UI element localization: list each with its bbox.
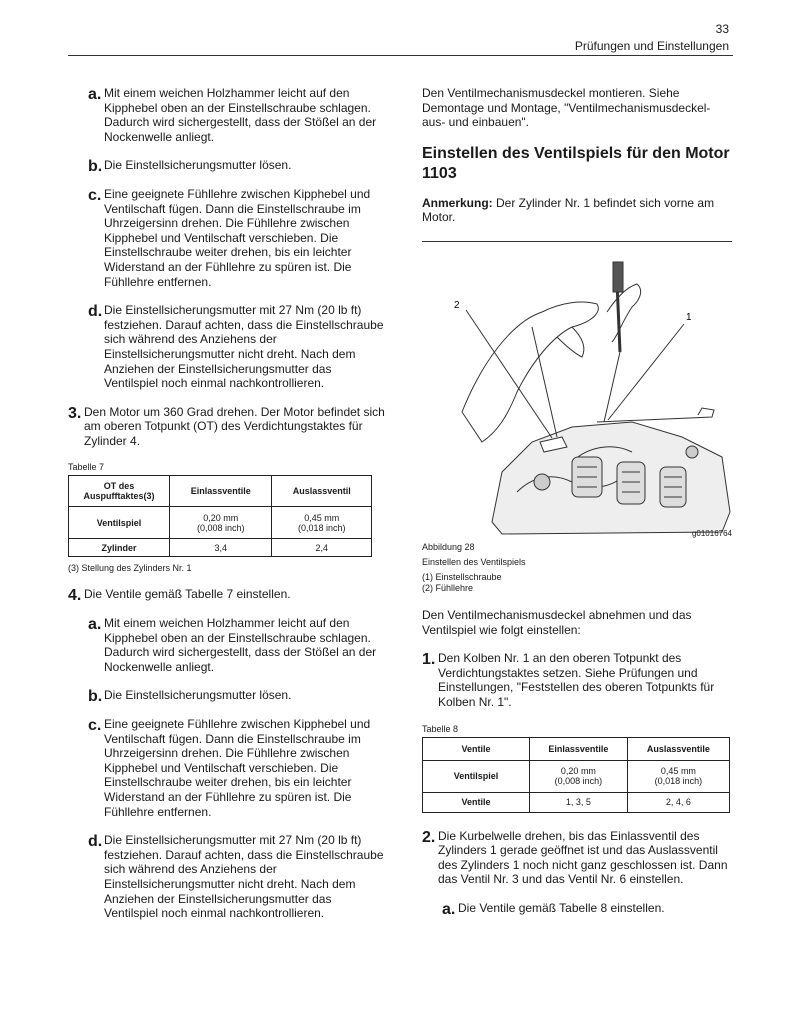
row-label: Ventile — [423, 792, 530, 812]
list-item — [68, 158, 388, 176]
item-label: c. — [88, 186, 102, 204]
table-header: Einlassventile — [530, 737, 628, 760]
table-cell: 3,4 — [170, 539, 272, 557]
table-8-caption: Tabelle 8 — [422, 723, 459, 734]
step-4 — [68, 587, 388, 605]
figure-caption: Einstellen des Ventilspiels — [422, 556, 526, 567]
section-header: Prüfungen und Einstellungen — [574, 39, 729, 53]
cell-value: 0,45 mm — [304, 512, 340, 523]
row-label: Ventilspiel — [69, 507, 170, 539]
item-label: b. — [88, 158, 103, 176]
table-footnote: (3) Stellung des Zylinders Nr. 1 — [68, 563, 192, 574]
step-text: Die Kurbelwelle drehen, bis das Einlassventil des Zylinders 1 gerade geöffnet ist und das Auslassventil des Zylinders 1 noch nicht ganz geschlossen ist. Dann das Ventil Nr. 3 und das Ventil Nr. 6 einstellen. — [438, 828, 728, 887]
table-cell: 2,4 — [272, 539, 372, 557]
item-label: b. — [88, 688, 103, 706]
table-7 — [68, 475, 372, 557]
section-heading: Einstellen des Ventilspiels für den Motor 1103 — [422, 144, 730, 182]
figure-title: Abbildung 28 — [422, 541, 475, 552]
step-text: Den Kolben Nr. 1 an den oberen Totpunkt des Verdichtungstaktes setzen. Siehe Prüfungen und Einstellungen, "Feststellen des oberen Totpunkts für Kolben Nr. 1". — [438, 651, 715, 709]
item-label: c. — [88, 717, 102, 735]
note-label: Anmerkung: — [422, 195, 493, 210]
item-label: d. — [88, 833, 103, 851]
item-text: Mit einem weichen Holzhammer leicht auf den Kipphebel oben an der Einstellschraube schlagen. Dadurch wird sichergestellt, dass der Stößel an der Nockenwelle anliegt. — [104, 86, 377, 144]
list-item — [68, 688, 388, 706]
table-header: Ventile — [423, 737, 530, 760]
table-cell — [272, 507, 372, 539]
cell-value: 0,45 mm — [660, 766, 696, 777]
table-cell: 2, 4, 6 — [627, 792, 729, 812]
table-cell: 1, 3, 5 — [530, 792, 628, 812]
list-item — [68, 303, 388, 391]
item-label: d. — [88, 303, 103, 321]
cell-value: (0,008 inch) — [554, 776, 603, 787]
intro-text: Den Ventilmechanismusdeckel montieren. Siehe Demontage und Montage, "Ventilmechanismusdeckel- aus- und einbauen". — [422, 86, 711, 130]
paragraph: Den Ventilmechanismusdeckel abnehmen und das Ventilspiel wie folgt einstellen: — [422, 607, 692, 637]
cell-value: (0,008 inch) — [196, 522, 245, 533]
table-header: Auslassventil — [272, 476, 372, 507]
item-label: a. — [88, 616, 102, 634]
item-text: Eine geeignete Fühllehre zwischen Kipphebel und Ventilschaft fügen. Dann die Einstellschraube im Uhrzeigersinn drehen. Die Fühllehre zwischen Kipphebel und Ventilschaft verschieben. Die Einstellschraube weiter drehen, bis ein leichter Widerstand an der Fühllehre zu spüren ist. Die Fühllehre entfernen. — [104, 186, 371, 289]
table-7-caption: Tabelle 7 — [68, 462, 105, 473]
table-header: Auslassventile — [627, 737, 729, 760]
callout-2: 2 — [454, 299, 460, 311]
header-rule — [68, 55, 733, 56]
step-3 — [68, 405, 388, 449]
callout-1: 1 — [686, 311, 692, 323]
figure-code: g01016764 — [691, 528, 732, 538]
list-item — [422, 901, 736, 916]
list-item — [68, 717, 388, 819]
item-text: Mit einem weichen Holzhammer leicht auf den Kipphebel oben an der Einstellschraube schlagen. Dadurch wird sichergestellt, dass der Stößel an der Nockenwelle anliegt. — [104, 616, 377, 674]
cell-value: (0,018 inch) — [297, 522, 346, 533]
step-label: 2. — [422, 828, 436, 846]
step-label: 1. — [422, 651, 436, 669]
item-text: Die Ventile gemäß Tabelle 8 einstellen. — [458, 900, 665, 915]
row-label: Ventilspiel — [423, 760, 530, 792]
list-item — [68, 187, 388, 289]
cell-value: 0,20 mm — [560, 766, 596, 777]
cell-value: (0,018 inch) — [654, 776, 703, 787]
valve-adjustment-illustration — [422, 242, 736, 538]
item-text: Die Einstellsicherungsmutter mit 27 Nm (20 lb ft) festziehen. Darauf achten, dass die Einstellschraube sich während des Anziehens der Einstellsicherungsmutter nicht dreht. Nach dem Anziehen der Einstellsicherungsmutter das Ventilspiel noch einmal nachkontrollieren. — [104, 833, 384, 921]
table-cell — [627, 760, 729, 792]
table-cell — [170, 507, 272, 539]
item-label: a. — [88, 86, 102, 103]
figure-illustration — [422, 242, 736, 538]
legend-item: (1) Einstellschraube — [422, 571, 502, 582]
item-text: Eine geeignete Fühllehre zwischen Kipphebel und Ventilschaft fügen. Dann die Einstellschraube im Uhrzeigersinn drehen. Die Fühllehre zwischen Kipphebel und Ventilschaft verschieben. Die Einstellschraube weiter drehen, bis ein leichter Widerstand an der Fühllehre zu spüren ist. Die Fühllehre entfernen. — [104, 717, 371, 819]
table-8 — [422, 737, 730, 813]
step-label: 4. — [68, 587, 82, 605]
row-label: Zylinder — [69, 539, 170, 557]
step-text: Den Motor um 360 Grad drehen. Der Motor befindet sich am oberen Totpunkt (OT) des Verdichtungstaktes für Zylinder 4. — [84, 404, 385, 448]
table-header: Einlassventile — [170, 476, 272, 507]
cell-value: 0,20 mm — [203, 512, 239, 523]
table-cell — [530, 760, 628, 792]
legend-item: (2) Fühllehre — [422, 582, 474, 593]
step-1 — [422, 651, 736, 709]
list-item — [68, 86, 388, 144]
item-text: Die Einstellsicherungsmutter lösen. — [104, 158, 292, 173]
left-column — [68, 86, 388, 935]
step-2 — [422, 829, 736, 887]
item-text: Die Einstellsicherungsmutter mit 27 Nm (20 lb ft) festziehen. Darauf achten, dass die Einstellschraube sich während des Anziehens der Einstellsicherungsmutter nicht dreht. Nach dem Anziehen der Einstellsicherungsmutter das Ventilspiel noch einmal nachkontrollieren. — [104, 303, 384, 391]
step-label: 3. — [68, 404, 82, 422]
note-text: Der Zylinder Nr. 1 befindet sich vorne am Motor. — [422, 195, 715, 225]
right-column — [422, 86, 736, 930]
item-text: Die Einstellsicherungsmutter lösen. — [104, 688, 292, 703]
note — [422, 196, 736, 225]
table-header: OT des Auspufftaktes(3) — [69, 476, 170, 507]
item-label: a. — [442, 900, 456, 918]
list-item — [68, 833, 388, 921]
list-item — [68, 616, 388, 674]
page-number: 33 — [715, 22, 729, 36]
step-text: Die Ventile gemäß Tabelle 7 einstellen. — [84, 587, 291, 602]
